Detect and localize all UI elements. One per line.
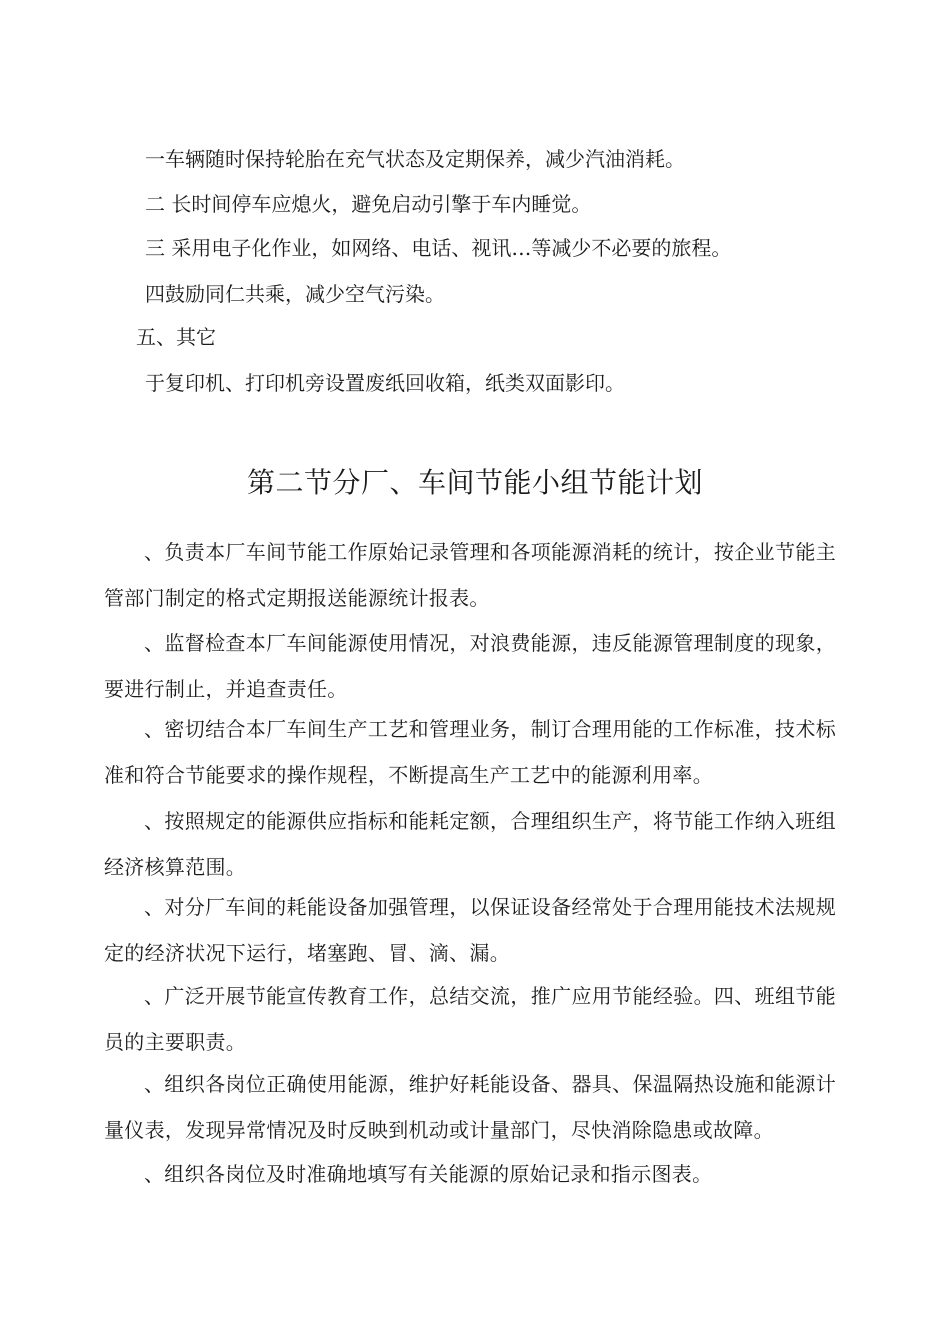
- paragraph-4: 、按照规定的能源供应指标和能耗定额，合理组织生产，将节能工作纳入班组经济核算范围。: [104, 809, 836, 879]
- top-item-2: 二 长时间停车应熄火，避免启动引擎于车内睡觉。: [145, 192, 592, 216]
- top-item-3: 三 采用电子化作业，如网络、电话、视讯…等减少不必要的旅程。: [145, 236, 732, 260]
- top-item-6: 于复印机、打印机旁设置废纸回收箱，纸类双面影印。: [145, 371, 625, 395]
- top-item-4: 四鼓励同仁共乘，减少空气污染。: [145, 282, 445, 306]
- paragraph-3: 、密切结合本厂车间生产工艺和管理业务，制订合理用能的工作标准，技术标准和符合节能要求的操作规程，不断提高生产工艺中的能源利用率。: [104, 717, 836, 787]
- paragraph-5: 、对分厂车间的耗能设备加强管理，以保证设备经常处于合理用能技术法规规定的经济状况下运行，堵塞跑、冒、滴、漏。: [104, 895, 836, 965]
- paragraph-8: 、组织各岗位及时准确地填写有关能源的原始记录和指示图表。: [144, 1162, 713, 1186]
- paragraph-1: 、负责本厂车间节能工作原始记录管理和各项能源消耗的统计，按企业节能主管部门制定的格式定期报送能源统计报表。: [104, 540, 836, 610]
- paragraph-6: 、广泛开展节能宣传教育工作，总结交流，推广应用节能经验。四、班组节能员的主要职责。: [104, 984, 836, 1054]
- paragraph-2: 、监督检查本厂车间能源使用情况，对浪费能源，违反能源管理制度的现象，要进行制止，并追查责任。: [104, 631, 836, 701]
- section-title: 第二节分厂、车间节能小组节能计划: [246, 466, 703, 499]
- top-item-1: 一车辆随时保持轮胎在充气状态及定期保养，减少汽油消耗。: [145, 147, 685, 171]
- paragraph-7: 、组织各岗位正确使用能源，维护好耗能设备、器具、保温隔热设施和能源计量仪表，发现异常情况及时反映到机动或计量部门，尽快消除隐患或故障。: [104, 1072, 836, 1142]
- top-item-5: 五、其它: [136, 325, 216, 349]
